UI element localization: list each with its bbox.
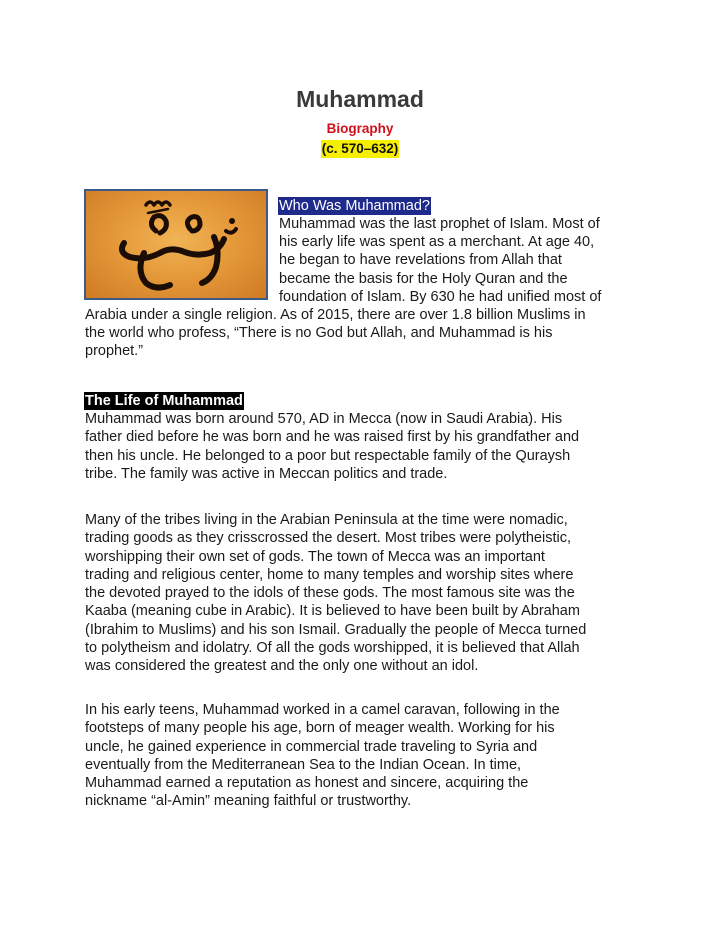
paragraph-birth: [85, 410, 645, 483]
paragraph-early-teens: [85, 701, 645, 811]
paragraph-line: to polytheism and idolatry. Of all the gods worshipped, it is believed that Allah: [85, 640, 580, 657]
paragraph-line: was considered the greatest and the only one without an idol.: [85, 658, 479, 675]
paragraph-line: Kaaba (meaning cube in Arabic). It is believed to have been built by Abraham: [85, 603, 580, 620]
paragraph-line: Many of the tribes living in the Arabian Peninsula at the time were nomadic,: [85, 512, 568, 528]
dates-wrapper: [0, 140, 720, 158]
paragraph-line: Muhammad was born around 570, AD in Mecca (now in Saudi Arabia). His: [85, 411, 563, 427]
calligraphy-image: [84, 189, 268, 300]
calligraphy-artwork: [86, 191, 266, 298]
paragraph-line: worshipping their own set of gods. The town of Mecca was an important: [85, 548, 545, 565]
paragraph-line: footsteps of many people his age, born of meager wealth. Working for his: [85, 720, 555, 737]
paragraph-line: uncle, he gained experience in commercial trade traveling to Syria and: [85, 738, 538, 755]
intro-line: foundation of Islam. By 630 he had unified most of: [279, 289, 602, 305]
intro-line: his early life was spent as a merchant. At age 40,: [279, 234, 595, 250]
paragraph-line: father died before he was born and he was raised first by his grandfather and: [85, 429, 580, 446]
paragraph-tribes: [85, 511, 645, 676]
page-title: Muhammad: [296, 86, 424, 112]
paragraph-line: the devoted prayed to the idols of these gods. The most famous site was the: [85, 585, 575, 602]
section-heading-life: The Life of Muhammad: [85, 393, 243, 409]
paragraph-line: trading goods as they crisscrossed the desert. Most tribes were polytheistic,: [85, 530, 571, 547]
paragraph-line: eventually from the Mediterranean Sea to the Indian Ocean. In time,: [85, 756, 522, 773]
paragraph-line: Muhammad earned a reputation as honest and sincere, acquiring the: [85, 775, 529, 792]
page-subtitle: Biography: [326, 121, 394, 136]
paragraph-line: trading and religious center, home to many temples and worship sites where: [85, 566, 574, 583]
intro-line: the world who profess, “There is no God but Allah, and Muhammad is his: [85, 325, 553, 341]
paragraph-line: (Ibrahim to Muslims) and his son Ismail. Gradually the people of Mecca turned: [85, 621, 587, 638]
intro-line: Arabia under a single religion. As of 2015, there are over 1.8 billion Muslims in: [85, 307, 586, 323]
paragraph-line: tribe. The family was active in Meccan politics and trade.: [85, 465, 448, 482]
life-dates: (c. 570–632): [321, 141, 399, 156]
paragraph-line: In his early teens, Muhammad worked in a camel caravan, following in the: [85, 702, 560, 718]
intro-heading: Who Was Muhammad?: [279, 198, 430, 214]
intro-line: became the basis for the Holy Quran and the: [279, 271, 568, 287]
intro-line: he began to have revelations from Allah that: [279, 252, 562, 268]
paragraph-line: then his uncle. He belonged to a poor but respectable family of the Quraysh: [85, 447, 571, 464]
intro-line: Muhammad was the last prophet of Islam. Most of: [279, 216, 600, 232]
intro-line: prophet.”: [85, 343, 144, 359]
paragraph-line: nickname “al-Amin” meaning faithful or trustworthy.: [85, 793, 412, 810]
